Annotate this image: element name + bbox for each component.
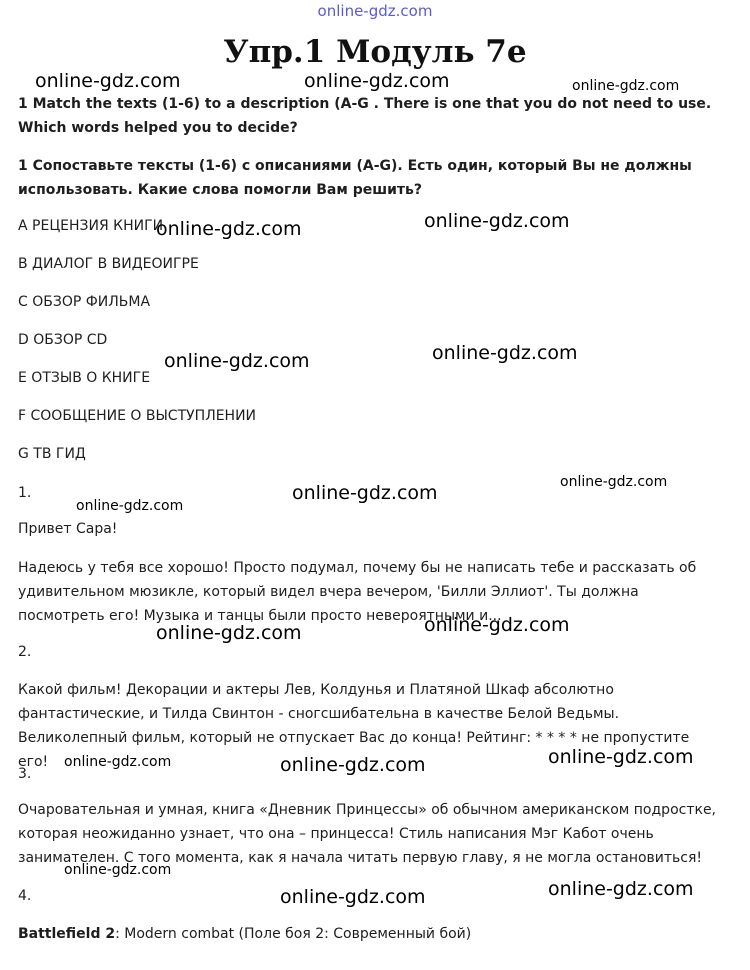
watermark: online-gdz.com bbox=[432, 342, 578, 364]
watermark: online-gdz.com bbox=[64, 862, 172, 878]
watermark: online-gdz.com bbox=[572, 78, 680, 94]
watermark: online-gdz.com bbox=[64, 754, 172, 770]
watermark: online-gdz.com bbox=[560, 474, 668, 490]
site-url-header[interactable]: online-gdz.com bbox=[317, 2, 433, 20]
instruction-en: 1 Match the texts (1-6) to a description (A-G . There is one that you do not need to use. Which words helped you to decide? bbox=[18, 96, 712, 136]
watermark: online-gdz.com bbox=[280, 886, 426, 908]
option-c: С ОБЗОР ФИЛЬМА bbox=[18, 294, 151, 310]
watermark: online-gdz.com bbox=[424, 210, 570, 232]
watermark: online-gdz.com bbox=[292, 482, 438, 504]
watermark: online-gdz.com bbox=[280, 754, 426, 776]
text-1-greeting: Привет Сара! bbox=[18, 521, 118, 537]
option-a: А РЕЦЕНЗИЯ КНИГИ bbox=[18, 218, 164, 234]
text-4-game-bold: Battlefield 2 bbox=[18, 926, 116, 942]
option-b: В ДИАЛОГ В ВИДЕОИГРЕ bbox=[18, 256, 199, 272]
text-3-number: 3. bbox=[18, 766, 32, 782]
watermark: online-gdz.com bbox=[548, 746, 694, 768]
watermark: online-gdz.com bbox=[76, 498, 184, 514]
option-g: G ТВ ГИД bbox=[18, 446, 86, 462]
text-4-game-rest: : Modern combat (Поле боя 2: Современный бой) bbox=[115, 926, 472, 942]
page-title: Упр.1 Модуль 7е bbox=[223, 34, 527, 70]
option-d: D ОБЗОР CD bbox=[18, 332, 108, 348]
text-2-body: Какой фильм! Декорации и актеры Лев, Колдунья и Платяной Шкаф абсолютно фантастические, и Тилда Свинтон - сногсшибательна в качестве Белой Ведьмы. Великолепный фильм, который не отпускает Вас до конца! Рейтинг: * * * * не пропустите его! bbox=[18, 682, 690, 770]
text-4-game-title bbox=[18, 922, 471, 946]
watermark: online-gdz.com bbox=[164, 350, 310, 372]
watermark: online-gdz.com bbox=[35, 70, 181, 92]
option-e: Е ОТЗЫВ О КНИГЕ bbox=[18, 370, 151, 386]
watermark: online-gdz.com bbox=[304, 70, 450, 92]
watermark: online-gdz.com bbox=[424, 614, 570, 636]
text-4-number: 4. bbox=[18, 888, 32, 904]
option-f: F СООБЩЕНИЕ О ВЫСТУПЛЕНИИ bbox=[18, 408, 257, 424]
watermark: online-gdz.com bbox=[156, 622, 302, 644]
text-3-body: Очаровательная и умная, книга «Дневник Принцессы» об обычном американском подростке, которая неожиданно узнает, что она – принцесса! Стиль написания Мэг Кабот очень занимателен. С того момента, как я начала читать первую главу, я не могла остановиться! bbox=[18, 802, 717, 866]
text-2-number: 2. bbox=[18, 644, 32, 660]
watermark: online-gdz.com bbox=[156, 218, 302, 240]
text-1-body: Надеюсь у тебя все хорошо! Просто подумал, почему бы не написать тебе и рассказать об удивительном мюзикле, который видел вчера вечером, 'Билли Эллиот'. Ты должна посмотреть его! Музыка и танцы были просто невероятными и... bbox=[18, 560, 697, 624]
text-1-number: 1. bbox=[18, 485, 32, 501]
instruction-ru: 1 Сопоставьте тексты (1-6) с описаниями (A-G). Есть один, который Вы не должны использовать. Какие слова помогли Вам решить? bbox=[18, 158, 692, 198]
watermark: online-gdz.com bbox=[548, 878, 694, 900]
